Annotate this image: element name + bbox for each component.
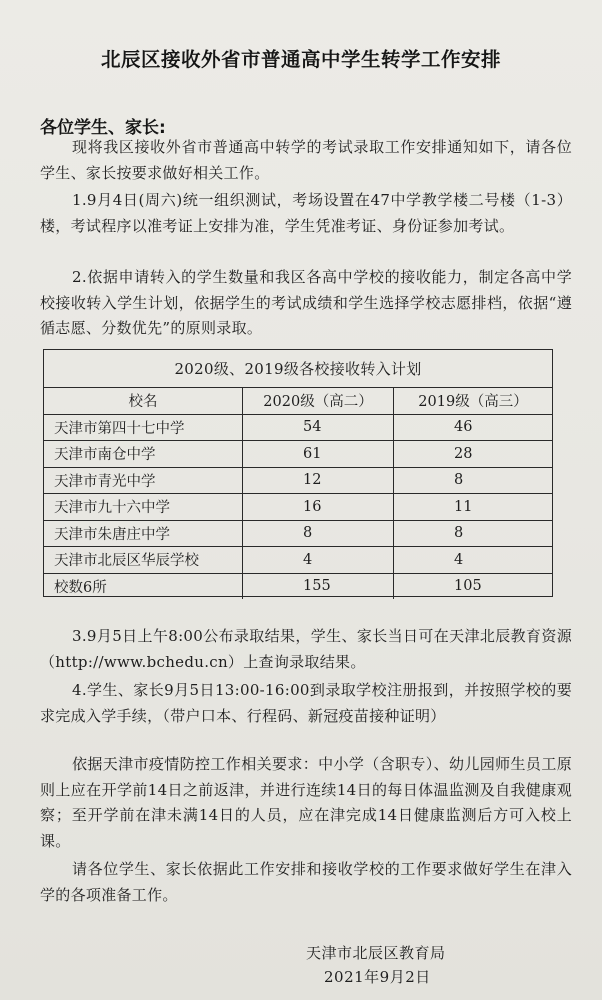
quota-2020: 12: [243, 467, 394, 494]
item-3-paragraph: 3.9月5日上午8:00公布录取结果，学生、家长当日可在天津北辰教育资源（http://www.bchedu.cn）上查询录取结果。: [40, 627, 572, 671]
issue-date: 2021年9月2日: [324, 968, 431, 986]
school-name: 天津市北辰区华辰学校: [44, 547, 243, 574]
issuer-signature: 天津市北辰区教育局: [306, 944, 446, 962]
table-header-row: [44, 388, 552, 414]
table-title: 2020级、2019级各校接收转入计划: [44, 350, 552, 388]
quota-2019: 4: [394, 547, 553, 574]
intro-paragraph: 现将我区接收外省市普通高中转学的考试录取工作安排通知如下，请各位学生、家长按要求做好相关工作。: [40, 138, 572, 182]
school-name: 天津市第四十七中学: [44, 414, 243, 441]
school-name: 天津市九十六中学: [44, 494, 243, 521]
school-name: 天津市青光中学: [44, 467, 243, 494]
quota-2019: 8: [394, 520, 553, 547]
header-2019: 2019级（高三）: [394, 388, 553, 414]
quota-2019: 46: [394, 414, 553, 441]
table-row: [44, 547, 552, 574]
quota-2020: 16: [243, 494, 394, 521]
quota-2019: 28: [394, 441, 553, 468]
table-row: [44, 441, 552, 468]
item-2-paragraph: 2.依据申请转入的学生数量和我区各高中学校的接收能力，制定各高中学校接收转入学生计划，依据学生的考试成绩和学生选择学校志愿排档，依据“遵循志愿、分数优先”的原则录取。: [40, 268, 572, 337]
item-4-paragraph: 4.学生、家长9月5日13:00-16:00到录取学校注册报到，并按照学校的要求完成入学手续，（带户口本、行程码、新冠疫苗接种证明）: [40, 681, 572, 725]
table-row: [44, 494, 552, 521]
header-2020: 2020级（高二）: [243, 388, 394, 414]
school-name: 天津市朱唐庄中学: [44, 520, 243, 547]
total-2019: 105: [394, 573, 553, 599]
table-total-row: [44, 573, 552, 599]
table-row: [44, 467, 552, 494]
epidemic-paragraph: 依据天津市疫情防控工作相关要求：中小学（含职专）、幼儿园师生员工原则上应在开学前14日之前返津，并进行连续14日的每日体温监测及自我健康观察；至开学前在津未满14日的人员，应在津完成14日健康监测后方可入校上课。: [40, 755, 572, 850]
school-name: 天津市南仓中学: [44, 441, 243, 468]
quota-2020: 8: [243, 520, 394, 547]
total-2020: 155: [243, 573, 394, 599]
table-row: [44, 520, 552, 547]
plan-grid: [44, 388, 552, 599]
quota-2019: 8: [394, 467, 553, 494]
total-label: 校数6所: [44, 573, 243, 599]
quota-2020: 54: [243, 414, 394, 441]
header-school: 校名: [44, 388, 243, 414]
document-title: 北辰区接收外省市普通高中学生转学工作安排: [100, 48, 501, 71]
admission-plan-table: [43, 349, 553, 597]
quota-2020: 61: [243, 441, 394, 468]
quota-2019: 11: [394, 494, 553, 521]
table-row: [44, 414, 552, 441]
closing-paragraph: 请各位学生、家长依据此工作安排和接收学校的工作要求做好学生在津入学的各项准备工作。: [40, 860, 572, 904]
item-1-paragraph: 1.9月4日(周六)统一组织测试，考场设置在47中学教学楼二号楼（1-3）楼，考试程序以准考证上安排为准，学生凭准考证、身份证参加考试。: [40, 191, 572, 235]
quota-2020: 4: [243, 547, 394, 574]
greeting: 各位学生、家长:: [40, 118, 166, 138]
